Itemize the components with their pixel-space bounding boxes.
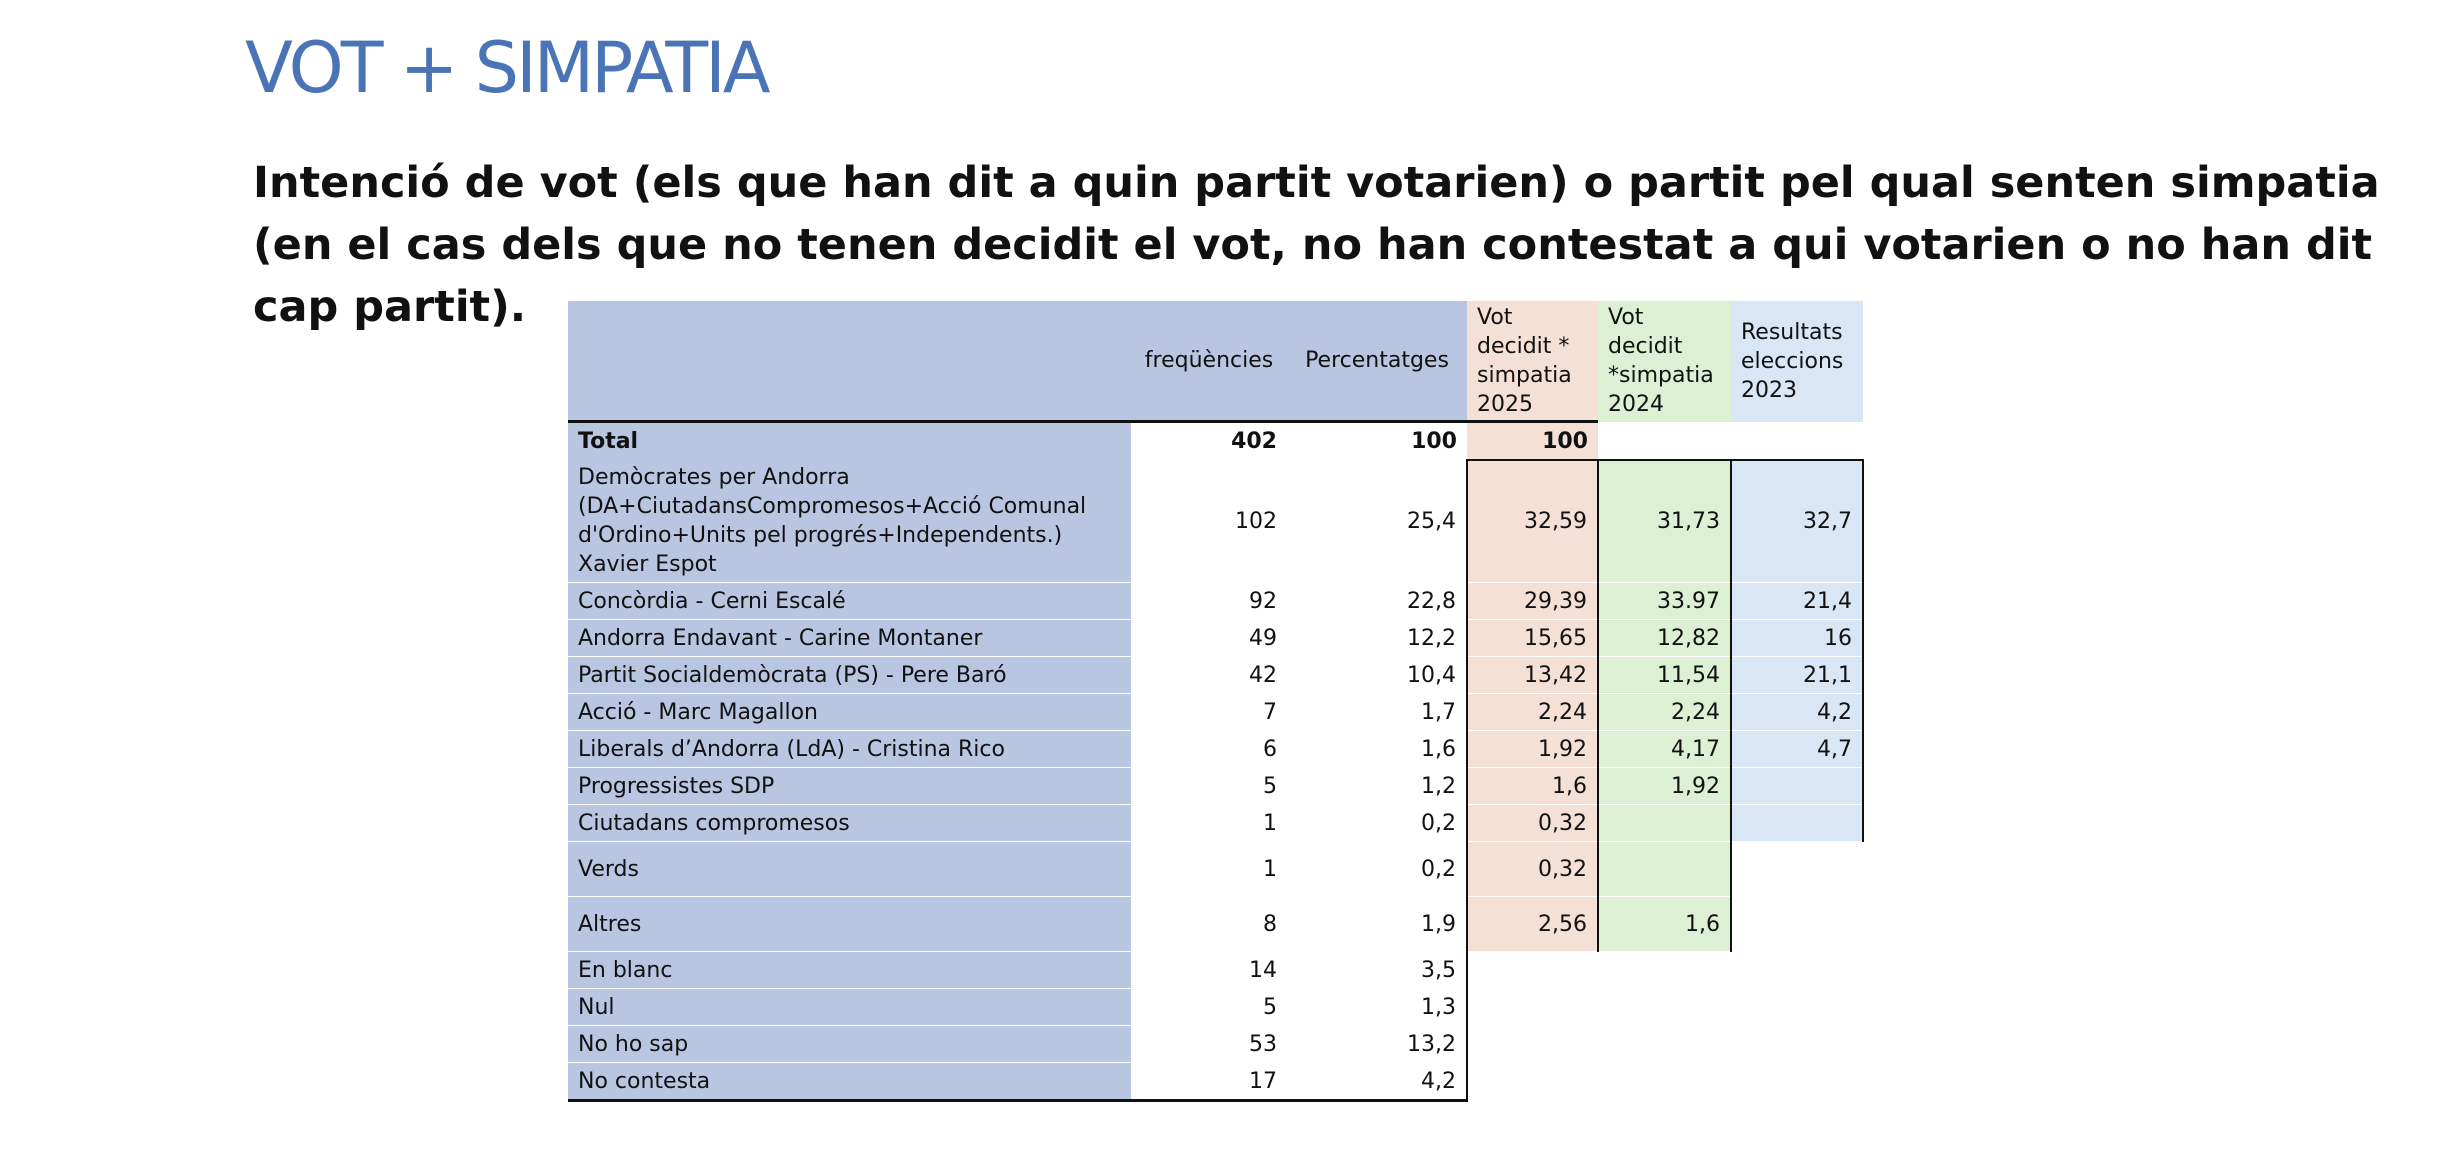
row-elections-2023: 21,4 <box>1731 583 1863 620</box>
total-elections-2023-empty <box>1731 422 1863 461</box>
row-elections-2023-empty <box>1731 1063 1863 1101</box>
row-vote-2024-empty <box>1598 989 1731 1026</box>
row-freq: 92 <box>1131 583 1287 620</box>
table-total-row <box>568 422 1863 461</box>
row-elections-2023: 16 <box>1731 620 1863 657</box>
header-vote-2025: Vot decidit * simpatia 2025 <box>1467 301 1598 422</box>
row-pct: 12,2 <box>1287 620 1467 657</box>
row-pct: 0,2 <box>1287 805 1467 842</box>
row-elections-2023: 4,2 <box>1731 694 1863 731</box>
table-row <box>568 731 1863 768</box>
header-freq: freqüències <box>1131 301 1287 422</box>
row-pct: 1,2 <box>1287 768 1467 805</box>
table-row <box>568 1026 1863 1063</box>
row-vote-2025: 2,56 <box>1467 897 1598 952</box>
row-label: Ciutadans compromesos <box>568 805 1131 842</box>
page-subtitle: Intenció de vot (els que han dit a quin partit votarien) o partit pel qual senten simpatia (en el cas dels que no tenen decidit el vot, no han contestat a qui votarien o no han dit cap partit). <box>253 158 2380 332</box>
row-label: Partit Socialdemòcrata (PS) - Pere Baró <box>568 657 1131 694</box>
row-vote-2025: 1,92 <box>1467 731 1598 768</box>
row-label: Progressistes SDP <box>568 768 1131 805</box>
row-label: Liberals d’Andorra (LdA) - Cristina Rico <box>568 731 1131 768</box>
row-freq: 42 <box>1131 657 1287 694</box>
row-vote-2024 <box>1598 805 1731 842</box>
row-vote-2025: 1,6 <box>1467 768 1598 805</box>
row-elections-2023 <box>1731 768 1863 805</box>
row-vote-2024: 4,17 <box>1598 731 1731 768</box>
row-label: Nul <box>568 989 1131 1026</box>
row-vote-2024: 33.97 <box>1598 583 1731 620</box>
row-label: Demòcrates per Andorra (DA+CiutadansCompromesos+Acció Comunal d'Ordino+Units pel progrés+Independents.) Xavier Espot <box>568 460 1131 583</box>
table-row <box>568 768 1863 805</box>
row-pct: 1,7 <box>1287 694 1467 731</box>
row-freq: 8 <box>1131 897 1287 952</box>
row-pct: 13,2 <box>1287 1026 1467 1063</box>
total-vote-2025: 100 <box>1467 422 1598 461</box>
row-label: Verds <box>568 842 1131 897</box>
row-label: No contesta <box>568 1063 1131 1101</box>
row-vote-2024-empty <box>1598 1063 1731 1101</box>
row-freq: 49 <box>1131 620 1287 657</box>
header-label <box>568 301 1131 422</box>
row-vote-2025: 15,65 <box>1467 620 1598 657</box>
row-label: Concòrdia - Cerni Escalé <box>568 583 1131 620</box>
row-vote-2024-empty <box>1598 1026 1731 1063</box>
row-vote-2024 <box>1598 842 1731 897</box>
table-row <box>568 460 1863 583</box>
row-label: Acció - Marc Magallon <box>568 694 1131 731</box>
row-pct: 4,2 <box>1287 1063 1467 1101</box>
row-vote-2024: 11,54 <box>1598 657 1731 694</box>
row-pct: 22,8 <box>1287 583 1467 620</box>
row-vote-2025: 13,42 <box>1467 657 1598 694</box>
table-row <box>568 952 1863 989</box>
table-header-row <box>568 301 1863 422</box>
row-elections-2023: 4,7 <box>1731 731 1863 768</box>
row-elections-2023-empty <box>1731 1026 1863 1063</box>
header-elections-2023: Resultats eleccions 2023 <box>1731 301 1863 422</box>
table-row <box>568 694 1863 731</box>
row-vote-2024: 2,24 <box>1598 694 1731 731</box>
row-vote-2025-empty <box>1467 989 1598 1026</box>
row-vote-2024: 31,73 <box>1598 460 1731 583</box>
table-row <box>568 620 1863 657</box>
header-pct: Percentatges <box>1287 301 1467 422</box>
table-row <box>568 583 1863 620</box>
row-pct: 1,9 <box>1287 897 1467 952</box>
row-vote-2024: 12,82 <box>1598 620 1731 657</box>
row-elections-2023: 21,1 <box>1731 657 1863 694</box>
row-freq: 1 <box>1131 842 1287 897</box>
row-pct: 3,5 <box>1287 952 1467 989</box>
row-freq: 6 <box>1131 731 1287 768</box>
row-freq: 102 <box>1131 460 1287 583</box>
row-freq: 53 <box>1131 1026 1287 1063</box>
results-table <box>568 301 1864 1102</box>
row-pct: 10,4 <box>1287 657 1467 694</box>
row-vote-2024-empty <box>1598 952 1731 989</box>
row-pct: 1,3 <box>1287 989 1467 1026</box>
table-row <box>568 1063 1863 1101</box>
row-label: Altres <box>568 897 1131 952</box>
row-elections-2023: 32,7 <box>1731 460 1863 583</box>
row-elections-2023-empty <box>1731 952 1863 989</box>
row-label: No ho sap <box>568 1026 1131 1063</box>
row-label: Andorra Endavant - Carine Montaner <box>568 620 1131 657</box>
row-vote-2025-empty <box>1467 1026 1598 1063</box>
header-vote-2024: Vot decidit *simpatia 2024 <box>1598 301 1731 422</box>
row-elections-2023 <box>1731 805 1863 842</box>
total-vote-2024-empty <box>1598 422 1731 461</box>
row-freq: 14 <box>1131 952 1287 989</box>
row-elections-2023-empty <box>1731 989 1863 1026</box>
total-freq: 402 <box>1131 422 1287 461</box>
table-row <box>568 897 1863 952</box>
row-label: En blanc <box>568 952 1131 989</box>
row-vote-2025: 2,24 <box>1467 694 1598 731</box>
row-vote-2025: 0,32 <box>1467 842 1598 897</box>
row-pct: 25,4 <box>1287 460 1467 583</box>
row-elections-2023-empty <box>1731 897 1863 952</box>
row-vote-2025: 29,39 <box>1467 583 1598 620</box>
row-freq: 5 <box>1131 768 1287 805</box>
row-vote-2024: 1,92 <box>1598 768 1731 805</box>
total-pct: 100 <box>1287 422 1467 461</box>
row-freq: 1 <box>1131 805 1287 842</box>
row-freq: 7 <box>1131 694 1287 731</box>
table-row <box>568 805 1863 842</box>
total-label: Total <box>568 422 1131 461</box>
row-freq: 17 <box>1131 1063 1287 1101</box>
row-vote-2025-empty <box>1467 1063 1598 1101</box>
table-row <box>568 989 1863 1026</box>
table-row <box>568 657 1863 694</box>
row-elections-2023-empty <box>1731 842 1863 897</box>
row-pct: 0,2 <box>1287 842 1467 897</box>
row-pct: 1,6 <box>1287 731 1467 768</box>
row-vote-2025-empty <box>1467 952 1598 989</box>
row-vote-2025: 32,59 <box>1467 460 1598 583</box>
row-vote-2024: 1,6 <box>1598 897 1731 952</box>
page-title: VOT + SIMPATIA <box>245 27 768 109</box>
table-row <box>568 842 1863 897</box>
row-vote-2025: 0,32 <box>1467 805 1598 842</box>
row-freq: 5 <box>1131 989 1287 1026</box>
